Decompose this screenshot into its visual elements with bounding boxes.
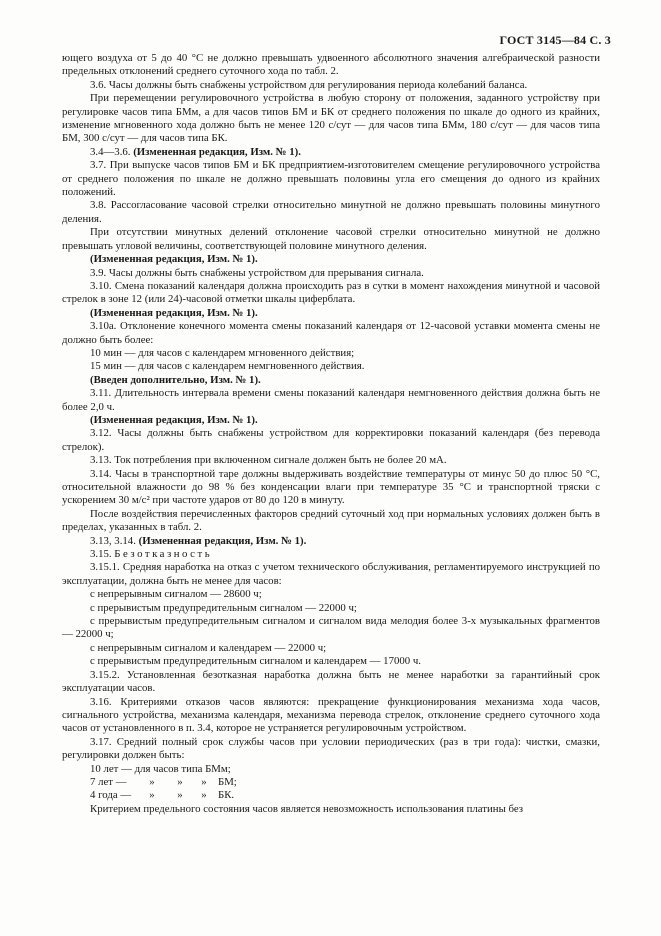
paragraph: 15 мин — для часов с календарем немгновенного действия. xyxy=(90,360,365,373)
page-header: ГОСТ 3145—84 С. 3 xyxy=(499,33,611,47)
row-cell: » xyxy=(149,789,155,802)
row-cell: БМ; xyxy=(218,775,237,788)
paragraph: с прерывистым предупредительным сигналом и календарем — 17000 ч. xyxy=(90,655,421,668)
row-cell: БК. xyxy=(218,789,235,802)
paragraph: 3.13. Ток потребления при включенном сигнале должен быть не более 20 мА. xyxy=(90,454,447,467)
paragraph: 10 мин — для часов с календарем мгновенного действия; xyxy=(90,346,355,359)
paragraph: с прерывистым предупредительным сигналом — 22000 ч; xyxy=(90,601,357,614)
clause-ref: 3.4—3.6. xyxy=(90,145,134,158)
paragraph: 3.7. При выпуске часов типов БМ и БК предприятием-изготовителем смещение регулировочного устройства от среднего положения по шкале не должно превышать половины угла его смещения до одного из крайних положений. xyxy=(62,159,600,199)
paragraph: 3.16. Критериями отказов часов являются: прекращение функционирования механизма хода часов, сигнального устройства, механизма календаря, механизма перевода стрелок, отклонение среднего суточного хода часов от установленного в п. 3.4, которое не устраняется регулировочным устройством. xyxy=(62,695,600,735)
paragraph: (Измененная редакция, Изм. № 1). xyxy=(90,306,258,319)
row-cell: » xyxy=(177,775,183,788)
revision-note: (Измененная редакция, Изм. № 1). xyxy=(138,534,307,547)
paragraph: 3.15.1. Средняя наработка на отказ с учетом технического обслуживания, регламентируемого инструкцией по эксплуатации, должна быть не менее для часов: xyxy=(62,561,600,587)
paragraph: (Измененная редакция, Изм. № 1). xyxy=(90,413,258,426)
paragraph xyxy=(62,146,600,159)
row-cell: » xyxy=(177,789,183,802)
paragraph: 10 лет — для часов типа БМм; xyxy=(90,762,231,775)
paragraph: После воздействия перечисленных факторов средний суточный ход при нормальных условиях должен быть в пределах, указанных в табл. 2. xyxy=(62,507,600,534)
paragraph: 3.14. Часы в транспортной таре должны выдерживать воздействие температуры от минус 50 до плюс 50 °С, относительной влажности до 98 % без конденсации влаги при температуре 35 °С и транспортной тряски с ускорением 30 м/с² при частоте ударов от 80 до 120 в минуту. xyxy=(62,467,600,507)
row-cell: » xyxy=(149,775,155,788)
paragraph xyxy=(62,535,600,548)
paragraph: 3.9. Часы должны быть снабжены устройством для прерывания сигнала. xyxy=(90,266,424,279)
row-cell: 7 лет — xyxy=(90,775,127,788)
section-title: Безотказность xyxy=(114,548,213,561)
service-life-row xyxy=(62,776,600,789)
paragraph: 3.8. Рассогласование часовой стрелки относительно минутной не должно превышать половины минутного деления. xyxy=(62,199,600,225)
paragraph: При перемещении регулировочного устройства в любую сторону от положения, заданного устройству при регулировке часов типа БМм, а для часов типов БМ и БК от среднего положения по шкале до одного из крайних, изменение мгновенного хода должно быть не менее 120 с/сут — для часов типа БМм, 180 с/сут — для часов типа БМ, 300 с/сут — для часов типа БК. xyxy=(62,92,600,145)
revision-note: (Измененная редакция, Изм. № 1). xyxy=(133,145,301,158)
row-cell: » xyxy=(201,775,207,788)
paragraph: При отсутствии минутных делений отклонение часовой стрелки относительно минутной не должно превышать угловой величины, соответствующей половине минутного деления. xyxy=(62,226,600,252)
clause-ref: 3.15. xyxy=(90,548,115,561)
paragraph: с прерывистым предупредительным сигналом и сигналом вида мелодия более 3-х музыкальных фрагментов — 22000 ч; xyxy=(62,615,600,641)
service-life-row xyxy=(62,789,600,802)
paragraph: 3.6. Часы должны быть снабжены устройством для регулирования периода колебаний баланса. xyxy=(90,78,528,91)
clause-ref: 3.13, 3.14. xyxy=(90,534,139,547)
paragraph: с непрерывным сигналом и календарем — 22000 ч; xyxy=(90,641,327,654)
paragraph: 3.17. Средний полный срок службы часов при условии периодических (раз в три года): чистки, смазки, регулировки должен быть: xyxy=(62,735,600,762)
paragraph: (Введен дополнительно, Изм. № 1). xyxy=(90,373,261,386)
paragraph xyxy=(62,548,600,561)
paragraph: 3.12. Часы должны быть снабжены устройством для корректировки показаний календаря (без перевода стрелок). xyxy=(62,427,600,453)
paragraph: с непрерывным сигналом — 28600 ч; xyxy=(90,588,262,601)
paragraph: Критерием предельного состояния часов является невозможность использования платины без xyxy=(90,802,524,815)
row-cell: » xyxy=(201,789,207,802)
row-cell: 4 года — xyxy=(90,789,132,802)
paragraph: 3.11. Длительность интервала времени смены показаний календаря немгновенного действия должна быть не более 2,0 ч. xyxy=(62,387,600,413)
paragraph: 3.15.2. Установленная безотказная наработка должна быть не менее наработки за гарантийный срок эксплуатации часов. xyxy=(62,668,600,695)
paragraph: 3.10а. Отклонение конечного момента смены показаний календаря от 12-часовой уставки момента смены не должно быть более: xyxy=(62,320,600,346)
paragraph: (Измененная редакция, Изм. № 1). xyxy=(90,253,258,266)
paragraph: ющего воздуха от 5 до 40 °С не должно превышать удвоенного абсолютного значения алгебраической разности предельных отклонений среднего суточного хода по табл. 2. xyxy=(62,52,600,78)
document-body xyxy=(62,52,600,816)
paragraph: 3.10. Смена показаний календаря должна происходить раз в сутки в момент нахождения минутной и часовой стрелок в зоне 12 (или 24)-часовой отметки шкалы циферблата. xyxy=(62,279,600,306)
